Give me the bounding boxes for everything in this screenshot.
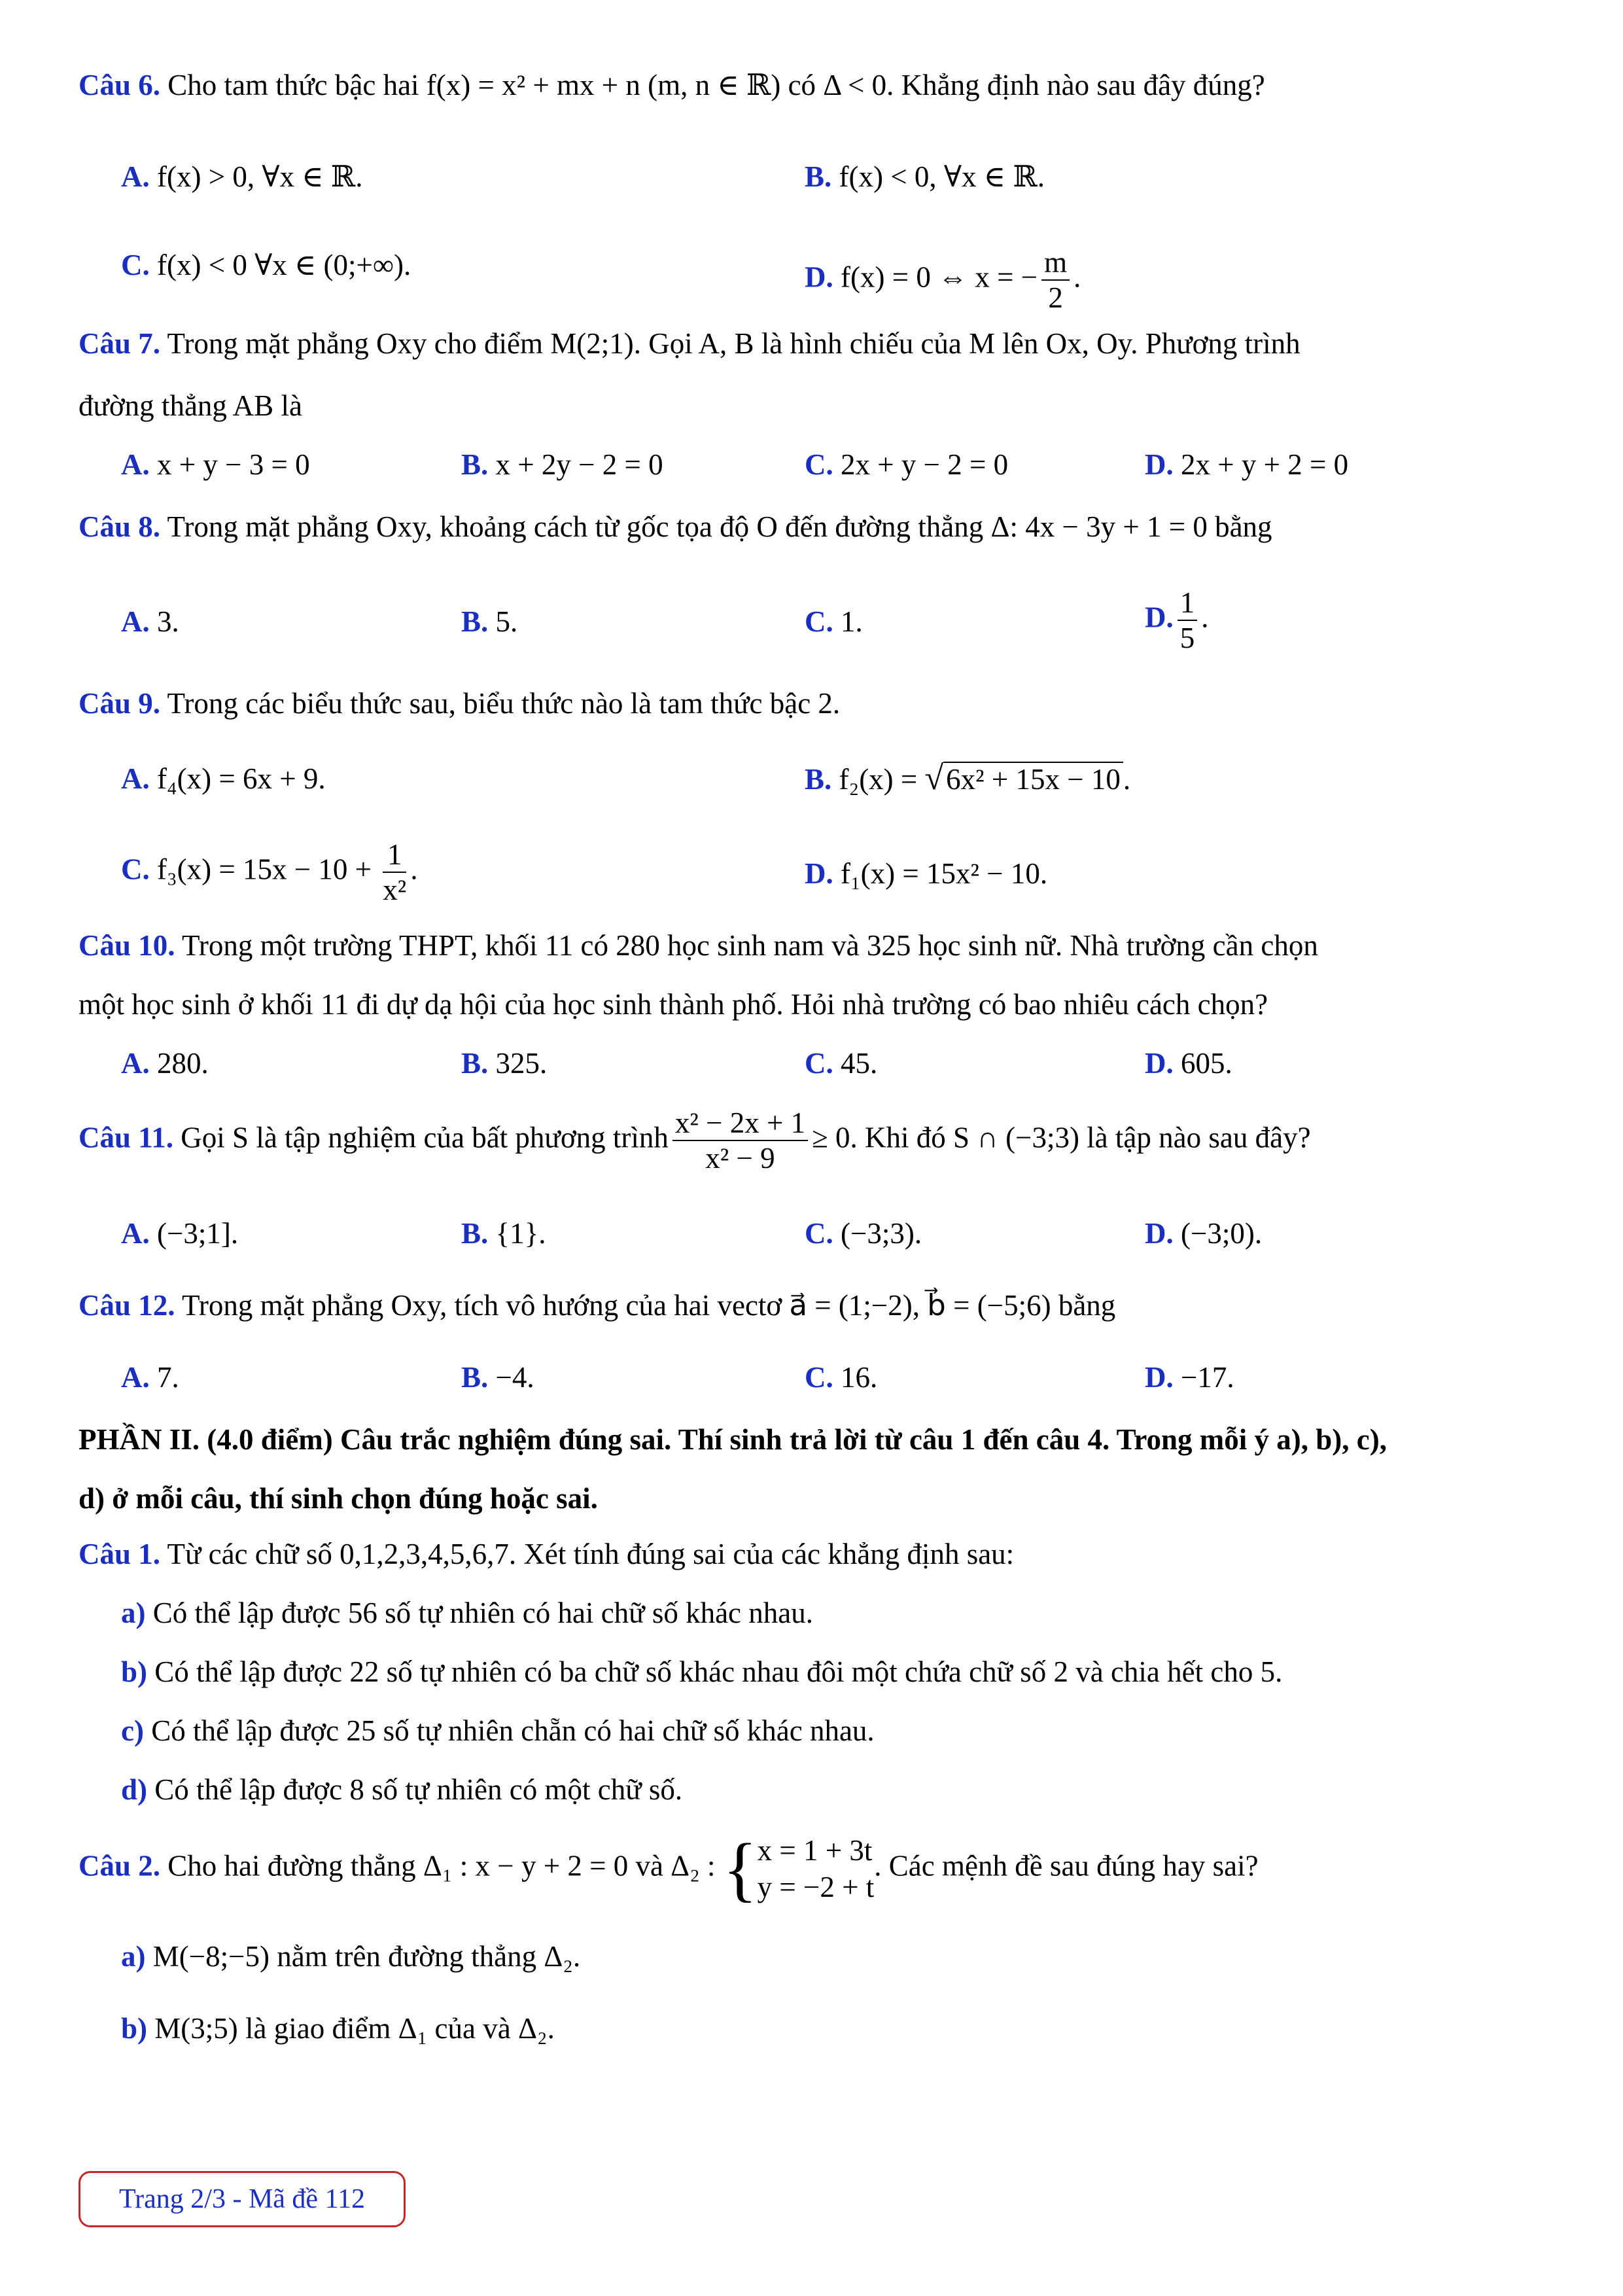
option-key: A. (121, 1047, 150, 1080)
option-text: −4. (495, 1361, 534, 1394)
fraction-numerator: x² − 2x + 1 (672, 1106, 808, 1141)
option-key: B. (461, 448, 489, 481)
option-d (1145, 445, 1348, 484)
option-key: C. (805, 448, 833, 481)
fraction-numerator: 1 (1178, 586, 1198, 621)
statement-key: a) (121, 1940, 146, 1973)
question-9 (79, 684, 840, 723)
option-text-after: . (410, 853, 418, 886)
option-text: f(x) < 0 ∀x ∈ (0;+∞). (157, 249, 411, 281)
question-10-line2: một học sinh ở khối 11 đi dự dạ hội của học sinh thành phố. Hỏi nhà trường có bao nhiêu cách chọn? (79, 988, 1268, 1021)
option-b (461, 445, 663, 484)
option-key: B. (805, 160, 832, 193)
sqrt-content: 6x² + 15x − 10 (943, 762, 1123, 796)
option-text: x + 2y − 2 = 0 (495, 448, 663, 481)
option-text: x + y − 3 = 0 (157, 448, 310, 481)
option-text: 280. (157, 1047, 209, 1080)
option-key: A. (121, 1361, 150, 1394)
option-c (121, 838, 418, 907)
option-text: f(x) < 0, ∀x ∈ ℝ. (839, 160, 1045, 193)
part2-question-1 (79, 1534, 1014, 1574)
statement-key: d) (121, 1773, 148, 1806)
question-6 (79, 65, 1265, 105)
page-footer: Trang 2/3 - Mã đề 112 (79, 2171, 406, 2227)
option-b (805, 759, 1130, 799)
option-key: D. (1145, 448, 1174, 481)
question-7 (79, 324, 1300, 363)
option-key: C. (805, 1217, 833, 1250)
option-text: (−3;0). (1181, 1217, 1263, 1250)
option-text-after: . (1201, 601, 1209, 634)
fraction (1041, 245, 1070, 315)
option-text: 5. (495, 605, 518, 638)
option-key: B. (461, 1361, 489, 1394)
statement-d (121, 1770, 682, 1809)
option-c (805, 445, 1008, 484)
option-key: C. (805, 605, 833, 638)
option-key: D. (805, 857, 833, 890)
part2-heading: PHẦN II. (4.0 điểm) Câu trắc nghiệm đúng sai. Thí sinh trả lời từ câu 1 đến câu 4. Trong mỗi ý a), b), c), (79, 1423, 1387, 1456)
option-a (121, 602, 179, 641)
statement-key: b) (121, 1655, 148, 1688)
option-a (121, 1044, 209, 1083)
option-text: {1}. (495, 1217, 546, 1250)
question-text: Trong mặt phẳng Oxy, khoảng cách từ gốc tọa độ O đến đường thẳng Δ: 4x − 3y + 1 = 0 bằng (167, 510, 1272, 543)
question-text: Trong một trường THPT, khối 11 có 280 học sinh nam và 325 học sinh nữ. Nhà trường cần chọn (181, 929, 1318, 962)
option-key: D. (805, 260, 833, 294)
fraction (1178, 586, 1198, 655)
option-text: 1. (841, 605, 863, 638)
question-label: Câu 2. (79, 1849, 161, 1882)
option-text-after: . (1073, 260, 1081, 294)
fraction-denominator: 2 (1048, 281, 1063, 314)
question-text: Trong mặt phẳng Oxy cho điểm M(2;1). Gọi A, B là hình chiếu của M lên Ox, Oy. Phương trình (167, 327, 1300, 360)
option-a (121, 157, 362, 196)
statement-a (121, 1937, 580, 1976)
option-text: f₄(x) = 6x + 9. (157, 762, 326, 795)
option-key: A. (121, 448, 150, 481)
option-text: 2x + y − 2 = 0 (841, 448, 1009, 481)
question-label: Câu 1. (79, 1538, 161, 1570)
question-label: Câu 8. (79, 510, 161, 543)
option-a (121, 1214, 238, 1253)
option-b (805, 157, 1045, 196)
option-a (121, 1358, 179, 1397)
option-key: D. (1145, 1047, 1174, 1080)
question-label: Câu 11. (79, 1121, 174, 1154)
option-key: A. (121, 762, 150, 795)
option-key: B. (461, 1047, 489, 1080)
question-7-line2: đường thẳng AB là (79, 389, 302, 422)
option-key: C. (805, 1361, 833, 1394)
option-d (805, 854, 1047, 893)
question-text: Trong mặt phẳng Oxy, tích vô hướng của hai vectơ a⃗ = (1;−2), b⃗ = (−5;6) bằng (181, 1289, 1116, 1322)
option-d (805, 245, 1081, 315)
option-text: f(x) > 0, ∀x ∈ ℝ. (157, 160, 363, 193)
option-b (461, 1214, 546, 1253)
question-11 (79, 1106, 1311, 1175)
option-text: 2x + y + 2 = 0 (1181, 448, 1349, 481)
question-text-after: . Các mệnh đề sau đúng hay sai? (874, 1849, 1259, 1882)
option-c (805, 1214, 922, 1253)
option-d (1145, 1214, 1262, 1253)
option-key: D. (1145, 601, 1174, 634)
fraction-denominator: x² (383, 874, 407, 906)
option-text: 7. (157, 1361, 179, 1394)
statement-key: a) (121, 1597, 146, 1629)
question-label: Câu 6. (79, 69, 161, 101)
option-key: C. (121, 853, 150, 886)
option-text: (−3;3). (841, 1217, 922, 1250)
part2-question-2 (79, 1829, 1259, 1909)
option-text: f(x) = 0 ⇔ x = − (841, 260, 1038, 294)
question-text: Cho tam thức bậc hai f(x) = x² + mx + n (m, n ∈ ℝ) có Δ < 0. Khẳng định nào sau đây đúng? (167, 69, 1265, 101)
equation-system (758, 1832, 875, 1905)
option-key: C. (121, 249, 150, 281)
option-text: (−3;1]. (157, 1217, 239, 1250)
system-line: x = 1 + 3t (757, 1834, 873, 1867)
statement-key: b) (121, 2012, 148, 2045)
option-text: 45. (841, 1047, 878, 1080)
option-text: 605. (1181, 1047, 1232, 1080)
option-c (121, 245, 411, 285)
option-d (1145, 1358, 1234, 1397)
option-key: D. (1145, 1217, 1174, 1250)
question-label: Câu 10. (79, 929, 175, 962)
question-text: Trong các biểu thức sau, biểu thức nào là tam thức bậc 2. (167, 687, 841, 720)
option-c (805, 602, 863, 641)
fraction (672, 1106, 808, 1175)
question-text-after: ≥ 0. Khi đó S ∩ (−3;3) là tập nào sau đây? (812, 1121, 1311, 1154)
question-text: Gọi S là tập nghiệm của bất phương trình (181, 1121, 669, 1154)
fraction-numerator: m (1041, 245, 1070, 281)
option-key: B. (461, 1217, 489, 1250)
option-c (805, 1358, 877, 1397)
option-c (805, 1044, 877, 1083)
statement-key: c) (121, 1714, 144, 1747)
brace-icon: { (722, 1829, 758, 1909)
question-label: Câu 12. (79, 1289, 175, 1322)
statement-text: Có thể lập được 25 số tự nhiên chẵn có hai chữ số khác nhau. (151, 1714, 875, 1747)
statement-b (121, 1652, 1282, 1691)
option-b (461, 602, 517, 641)
option-text-after: . (1123, 763, 1131, 796)
option-key: B. (461, 605, 489, 638)
option-text: f₁(x) = 15x² − 10. (841, 857, 1048, 890)
sqrt-icon: √ (924, 760, 944, 797)
question-12 (79, 1286, 1115, 1325)
option-key: A. (121, 160, 150, 193)
question-label: Câu 7. (79, 327, 161, 360)
question-label: Câu 9. (79, 687, 161, 720)
fraction (383, 838, 406, 907)
option-text: 3. (157, 605, 179, 638)
option-text: 16. (841, 1361, 878, 1394)
fraction-denominator: 5 (1179, 622, 1195, 654)
question-text: Cho hai đường thẳng Δ₁ : x − y + 2 = 0 và Δ₂ : (167, 1849, 716, 1882)
part2-heading-line2: d) ở mỗi câu, thí sinh chọn đúng hoặc sai. (79, 1482, 598, 1515)
statement-a (121, 1593, 813, 1633)
statement-text: Có thể lập được 56 số tự nhiên có hai chữ số khác nhau. (152, 1597, 813, 1629)
option-d (1145, 1044, 1232, 1083)
question-10 (79, 926, 1318, 965)
option-d (1145, 586, 1209, 655)
option-key: A. (121, 1217, 150, 1250)
option-text: f₃(x) = 15x − 10 + (157, 853, 379, 886)
statement-text: Có thể lập được 8 số tự nhiên có một chữ số. (154, 1773, 683, 1806)
option-key: C. (805, 1047, 833, 1080)
option-key: A. (121, 605, 150, 638)
statement-b (121, 2009, 555, 2048)
statement-c (121, 1711, 875, 1750)
option-text: f₂(x) = (839, 763, 925, 796)
statement-text: M(3;5) là giao điểm Δ₁ của và Δ₂. (154, 2012, 555, 2045)
system-line: y = −2 + t (757, 1871, 875, 1903)
option-key: D. (1145, 1361, 1174, 1394)
option-b (461, 1358, 534, 1397)
option-b (461, 1044, 547, 1083)
statement-text: M(−8;−5) nằm trên đường thẳng Δ₂. (152, 1940, 581, 1973)
question-text: Từ các chữ số 0,1,2,3,4,5,6,7. Xét tính đúng sai của các khẳng định sau: (167, 1538, 1015, 1570)
option-a (121, 759, 326, 798)
option-text: −17. (1181, 1361, 1234, 1394)
statement-text: Có thể lập được 22 số tự nhiên có ba chữ số khác nhau đôi một chứa chữ số 2 và chia hết cho 5. (154, 1655, 1283, 1688)
option-a (121, 445, 310, 484)
option-key: B. (805, 763, 832, 796)
fraction-denominator: x² − 9 (705, 1142, 775, 1174)
fraction-numerator: 1 (383, 838, 406, 873)
option-text: 325. (495, 1047, 548, 1080)
question-8 (79, 507, 1272, 546)
